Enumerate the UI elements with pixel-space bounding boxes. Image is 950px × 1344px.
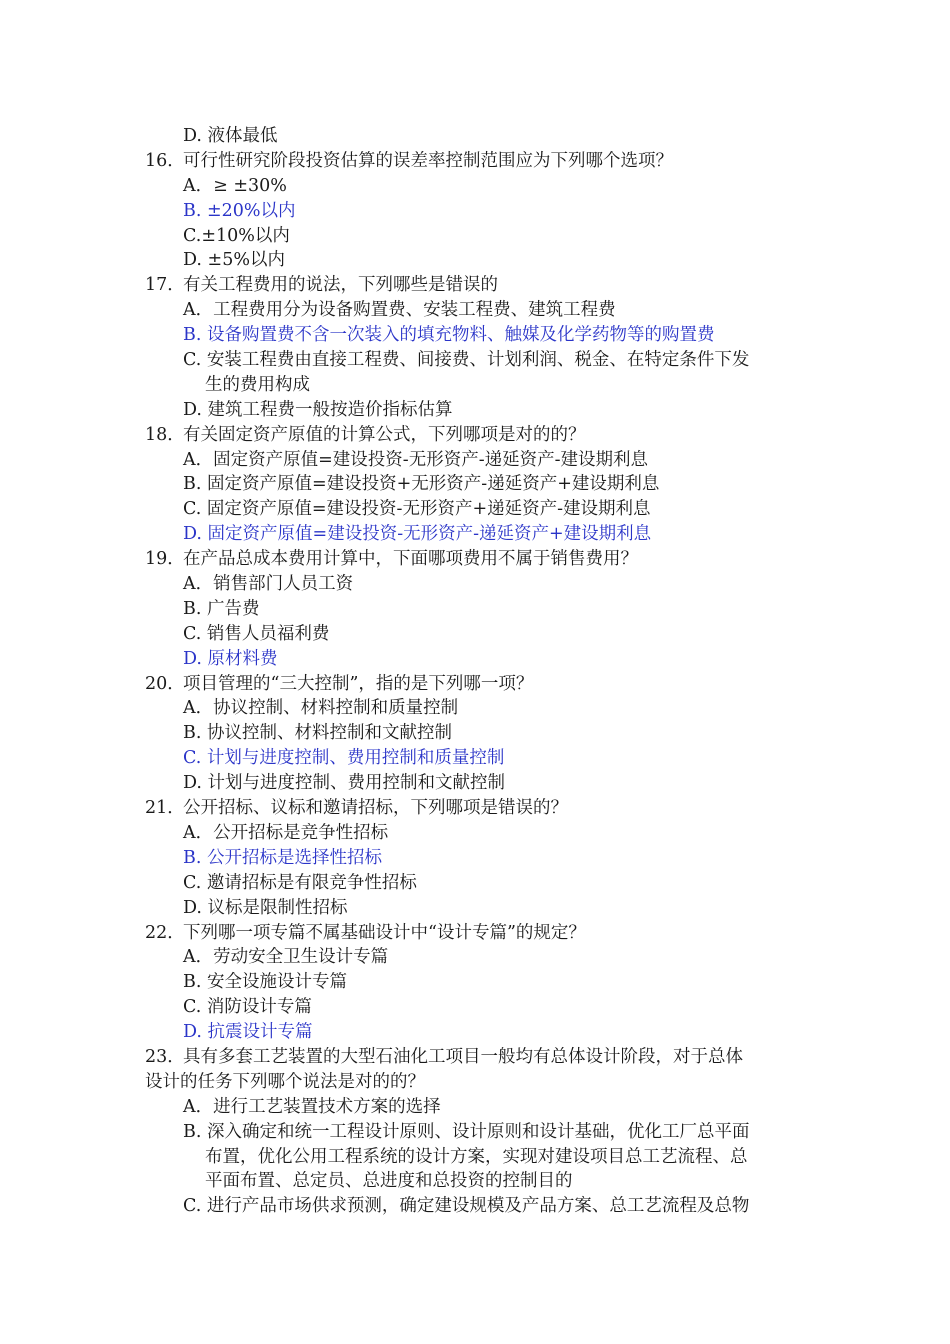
answer-option: C. 消防设计专篇 — [183, 997, 312, 1018]
question-line — [145, 1045, 810, 1070]
question-line — [145, 796, 810, 821]
answer-option-highlighted: D. 固定资产原值=建设投资-无形资产-递延资产+建设期利息 — [183, 524, 652, 545]
answer-option: B. 深入确定和统一工程设计原则、设计原则和设计基础，优化工厂总平面 — [183, 1121, 750, 1142]
answer-option: C.±10%以内 — [183, 225, 290, 246]
option-continuation: 布置，优化公用工程系统的设计方案，实现对建设项目总工艺流程、总 — [205, 1146, 748, 1167]
question-number: 22． — [145, 922, 185, 943]
answer-option: B. 协议控制、材料控制和文献控制 — [183, 723, 452, 744]
answer-option: A．销售部门人员工资 — [183, 574, 354, 595]
answer-option: A．进行工艺装置技术方案的选择 — [183, 1096, 441, 1117]
answer-option: C. 邀请招标是有限竞争性招标 — [183, 872, 417, 893]
answer-option: A．公开招标是竞争性招标 — [183, 822, 389, 843]
question-line — [145, 547, 810, 572]
answer-option: B. 广告费 — [183, 598, 260, 619]
question-text: 可行性研究阶段投资估算的误差率控制范围应为下列哪个选项？ — [183, 150, 673, 171]
answer-option: C. 销售人员福利费 — [183, 623, 330, 644]
question-line — [145, 672, 810, 697]
question-line — [145, 1070, 810, 1095]
question-number: 16． — [145, 150, 185, 171]
answer-option: D. 议标是限制性招标 — [183, 897, 348, 918]
answer-option: A．工程费用分为设备购置费、安装工程费、建筑工程费 — [183, 300, 616, 321]
answer-option: D. ±5%以内 — [183, 250, 285, 271]
answer-option: C. 进行产品市场供求预测，确定建设规模及产品方案、总工艺流程及总物 — [183, 1196, 750, 1217]
question-number: 23． — [145, 1046, 185, 1067]
question-text: 项目管理的“三大控制”，指的是下列哪一项？ — [183, 673, 534, 694]
question-number: 19． — [145, 549, 185, 570]
question-line — [145, 921, 810, 946]
question-text: 公开招标、议标和邀请招标，下列哪项是错误的？ — [183, 798, 568, 819]
answer-option-highlighted: D. 抗震设计专篇 — [183, 1022, 313, 1043]
question-text: 具有多套工艺装置的大型石油化工项目一般均有总体设计阶段，对于总体 — [183, 1046, 743, 1067]
question-line — [145, 273, 810, 298]
answer-option: C. 安装工程费由直接工程费、间接费、计划利润、税金、在特定条件下发 — [183, 350, 750, 371]
question-line — [145, 149, 810, 174]
answer-option: C. 固定资产原值=建设投资-无形资产+递延资产-建设期利息 — [183, 499, 651, 520]
question-number: 17． — [145, 275, 185, 296]
answer-option-highlighted: B. ±20%以内 — [183, 200, 296, 221]
answer-option-highlighted: D. 原材料费 — [183, 648, 278, 669]
question-list — [145, 124, 810, 1219]
question-text: 有关固定资产原值的计算公式，下列哪项是对的的？ — [183, 424, 586, 445]
answer-option: B. 固定资产原值=建设投资+无形资产-递延资产+建设期利息 — [183, 474, 660, 495]
answer-option: D. 液体最低 — [183, 126, 278, 146]
question-line — [145, 423, 810, 448]
question-text: 有关工程费用的说法，下列哪些是错误的 — [183, 275, 498, 296]
question-number: 21． — [145, 798, 185, 819]
answer-option: D. 建筑工程费一般按造价指标估算 — [183, 399, 453, 420]
question-number: 18． — [145, 424, 185, 445]
option-continuation: 平面布置、总定员、总进度和总投资的控制目的 — [205, 1171, 573, 1192]
question-text: 下列哪一项专篇不属基础设计中“设计专篇”的规定？ — [183, 922, 586, 943]
answer-option-highlighted: B. 公开招标是选择性招标 — [183, 847, 382, 868]
question-text: 设计的任务下列哪个说法是对的的？ — [145, 1071, 425, 1092]
question-number: 20． — [145, 673, 185, 694]
answer-option: A．协议控制、材料控制和质量控制 — [183, 698, 459, 719]
answer-option-highlighted: C. 计划与进度控制、费用控制和质量控制 — [183, 748, 505, 769]
question-text: 在产品总成本费用计算中，下面哪项费用不属于销售费用？ — [183, 549, 638, 570]
option-continuation: 生的费用构成 — [205, 374, 310, 395]
answer-option: B. 安全设施设计专篇 — [183, 972, 347, 993]
answer-option: D. 计划与进度控制、费用控制和文献控制 — [183, 773, 506, 794]
answer-option: A．劳动安全卫生设计专篇 — [183, 947, 389, 968]
answer-option-highlighted: B. 设备购置费不含一次装入的填充物料、触媒及化学药物等的购置费 — [183, 325, 715, 346]
answer-option: A．≥ ±30% — [183, 175, 287, 196]
answer-option: A．固定资产原值=建设投资-无形资产-递延资产-建设期利息 — [183, 449, 649, 470]
